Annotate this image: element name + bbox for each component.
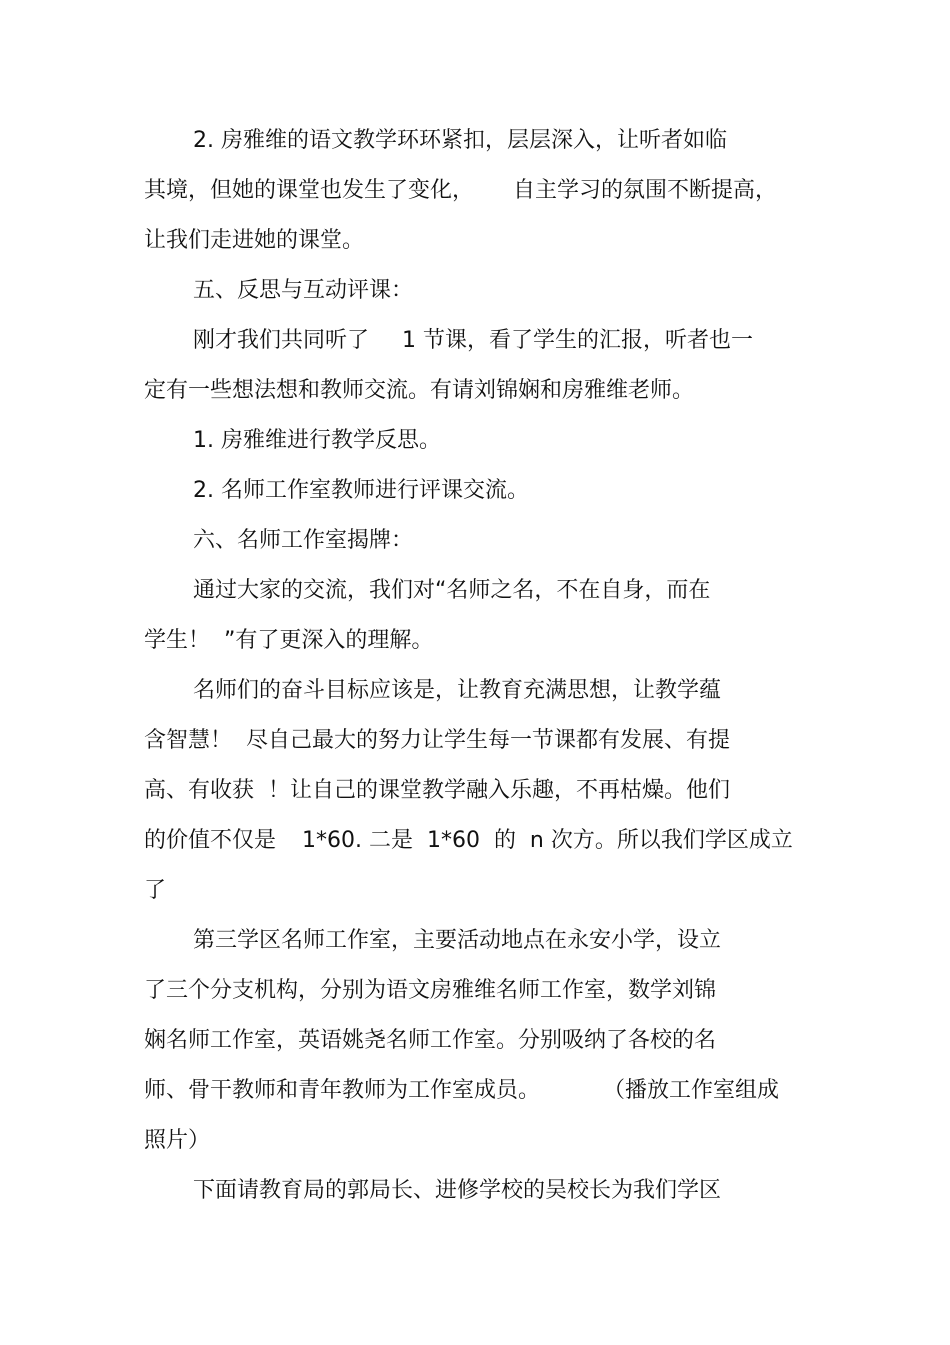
text-line bbox=[0, 1166, 950, 1216]
text-line bbox=[0, 166, 950, 216]
text-line bbox=[0, 416, 950, 466]
text-line bbox=[0, 816, 950, 866]
text-segment: 娴名师工作室，英语姚尧名师工作室。分别吸纳了各校的名 bbox=[144, 1028, 717, 1053]
text-segment: 五、反思与互动评课： bbox=[193, 278, 414, 303]
text-segment: 2. 名师工作室教师进行评课交流。 bbox=[193, 478, 529, 503]
text-segment: 刚才我们共同听了 bbox=[193, 328, 370, 353]
text-segment: 下面请教育局的郭局长、进修学校的吴校长为我们学区 bbox=[193, 1178, 722, 1203]
text-segment: 其境，但她的课堂也发生了变化， bbox=[144, 178, 475, 203]
text-line bbox=[0, 1016, 950, 1066]
text-segment: 1 节课，看了学生的汇报，听者也一 bbox=[402, 328, 753, 353]
text-line bbox=[0, 216, 950, 266]
section-heading bbox=[0, 516, 950, 566]
text-segment: 学生！ ”有了更深入的理解。 bbox=[144, 628, 434, 653]
text-line bbox=[0, 366, 950, 416]
text-segment: 自主学习的氛围不断提高， bbox=[513, 178, 778, 203]
text-segment: 的价值不仅是 bbox=[144, 828, 277, 853]
text-segment: 让我们走进她的课堂。 bbox=[144, 228, 365, 253]
text-line bbox=[0, 916, 950, 966]
text-line bbox=[0, 116, 950, 166]
text-line bbox=[0, 566, 950, 616]
text-segment: 第三学区名师工作室，主要活动地点在永安小学，设立 bbox=[193, 928, 722, 953]
text-segment: 1*60. 二是 1*60 的 n 次方。所以我们学区成立 bbox=[302, 828, 793, 853]
text-line bbox=[0, 316, 950, 366]
text-segment: 通过大家的交流，我们对“名师之名，不在自身，而在 bbox=[193, 578, 711, 603]
text-segment: 定有一些想法想和教师交流。有请刘锦娴和房雅维老师。 bbox=[144, 378, 695, 403]
text-line bbox=[0, 1066, 950, 1116]
text-segment: 1. 房雅维进行教学反思。 bbox=[193, 428, 441, 453]
text-segment: 含智慧！ 尽自己最大的努力让学生每一节课都有发展、有提 bbox=[144, 728, 730, 753]
section-heading bbox=[0, 266, 950, 316]
text-segment: 2. 房雅维的语文教学环环紧扣，层层深入，让听者如临 bbox=[193, 128, 727, 153]
text-segment: （播放工作室组成 bbox=[603, 1078, 780, 1103]
text-line bbox=[0, 716, 950, 766]
text-line bbox=[0, 766, 950, 816]
text-segment: 高、有收获 ！让自己的课堂教学融入乐趣，不再枯燥。他们 bbox=[144, 778, 730, 803]
text-line bbox=[0, 1116, 950, 1166]
text-segment: 照片） bbox=[144, 1128, 211, 1153]
text-segment: 六、名师工作室揭牌： bbox=[193, 528, 414, 553]
text-line bbox=[0, 616, 950, 666]
text-line bbox=[0, 466, 950, 516]
text-segment: 师、骨干教师和青年教师为工作室成员。 bbox=[144, 1078, 541, 1103]
text-segment: 了三个分支机构，分别为语文房雅维名师工作室，数学刘锦 bbox=[144, 978, 717, 1003]
text-segment: 名师们的奋斗目标应该是，让教育充满思想，让教学蕴 bbox=[193, 678, 722, 703]
text-line bbox=[0, 966, 950, 1016]
text-segment: 了 bbox=[144, 878, 167, 903]
text-line bbox=[0, 666, 950, 716]
text-line bbox=[0, 866, 950, 916]
